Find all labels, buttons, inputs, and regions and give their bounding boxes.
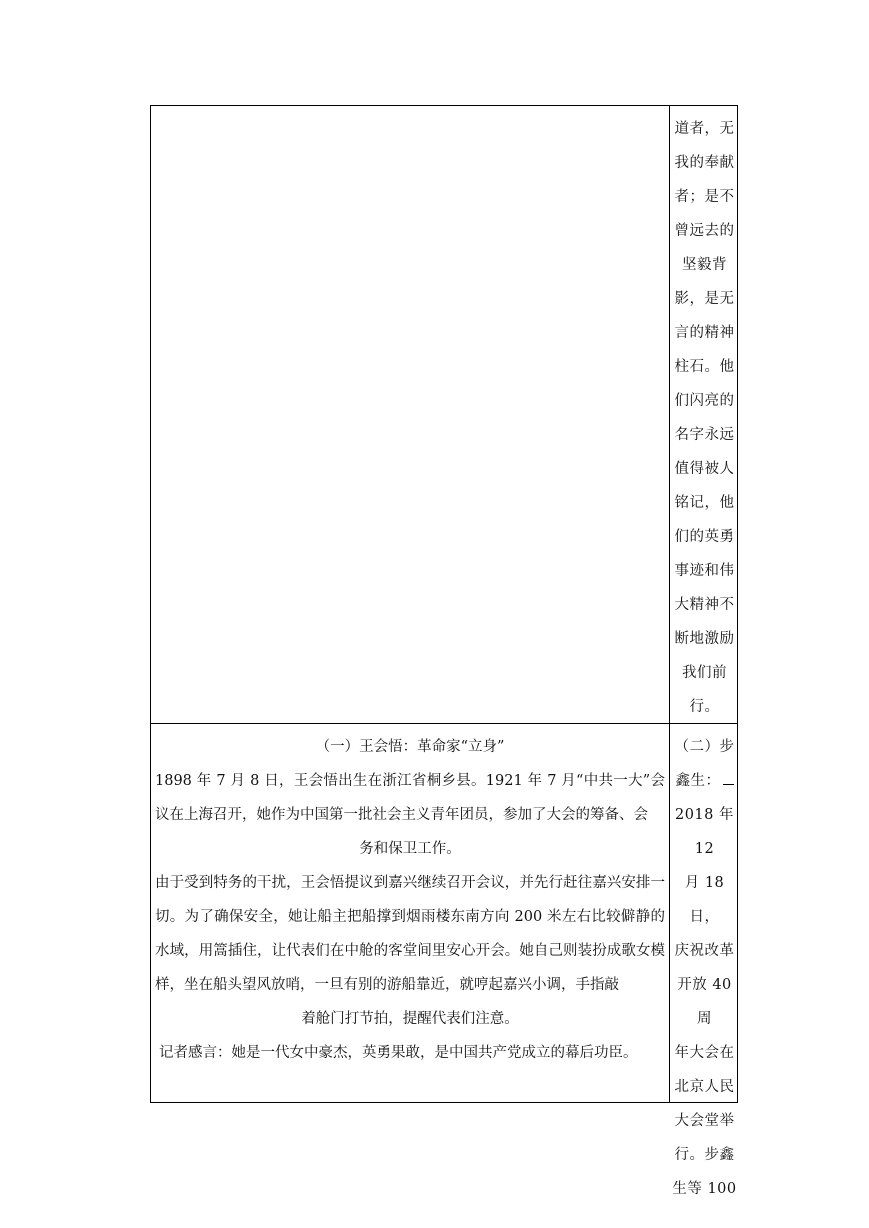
text-line: 月 18 日， [684,875,725,925]
text-line: 我们前 [682,665,727,681]
text-line: 者；是不 [674,189,735,205]
text-line: 2018 年 12 [674,807,734,857]
paragraph-1-end: 务和保卫工作。 [359,841,461,857]
text-line: 行。步鑫 [674,1147,735,1163]
text-line: 名字永远 [674,427,735,443]
text-line: 事迹和伟 [674,563,735,579]
text-line: 年大会在 [674,1045,735,1061]
text-line: 曾远去的 [674,223,735,239]
text-line: 鑫生： [670,764,739,798]
top-left-cell [151,106,669,723]
text-line: 大会堂举 [674,1113,735,1129]
text-line: 庆祝改革 [674,943,735,959]
paragraph-1: 1898 年 7 月 8 日，王会悟出生在浙江省桐乡县。1921 年 7 月“中共一大”会议在上海召开，她作为中国第一批社会主义青年团员，参加了大会的筹备、会 [155,773,665,823]
text-line: 言的精神 [674,325,735,341]
text-line: 大精神不 [674,597,735,613]
text-line: 开放 40 周 [677,977,732,1027]
text-line: 北京人民 [674,1079,735,1095]
section-bu-xinsheng [670,724,739,1197]
section-wang-huiwu [151,724,669,1102]
text-line: 影，是无 [674,291,735,307]
text-line: 们闪亮的 [674,393,735,409]
top-right-cell [670,106,739,723]
reporter-remark: 记者感言：她是一代女中豪杰，英勇果敢，是中国共产党成立的幕后功臣。 [159,1045,638,1061]
text-line: 们的英勇 [674,529,735,545]
text-line: 柱石。他 [674,359,735,375]
text-line: 铭记，他 [674,495,735,511]
text-line: 值得被人 [674,461,735,477]
text-line: 道者，无 [674,121,735,137]
section-title: （一）王会悟：革命家“立身” [315,739,505,755]
section-title: （二）步 [674,739,735,755]
text-line: 坚毅背 [682,257,727,273]
text-line: 行。 [689,699,720,715]
document-table [150,105,738,1197]
text-line: 断地激励 [674,631,735,647]
paragraph-2: 由于受到特务的干扰，王会悟提议到嘉兴继续召开会议，并先行赶往嘉兴安排一切。为了确保安全，她让船主把船撑到烟雨楼东南方向 200 米左右比较僻静的水域，用篙插住，让代表们在中舱的客堂间里安心开会。她自己则装扮成歌女模样，坐在船头望风放哨，一旦有别的游船靠近，就哼起嘉兴小调，手指敲 [155,875,665,993]
paragraph-2-end: 着舱门打节拍，提醒代表们注意。 [301,1011,519,1027]
blank-underline [723,770,734,785]
text-line: 我的奉献 [674,155,735,171]
text-line: 生等 100 [672,1181,737,1197]
